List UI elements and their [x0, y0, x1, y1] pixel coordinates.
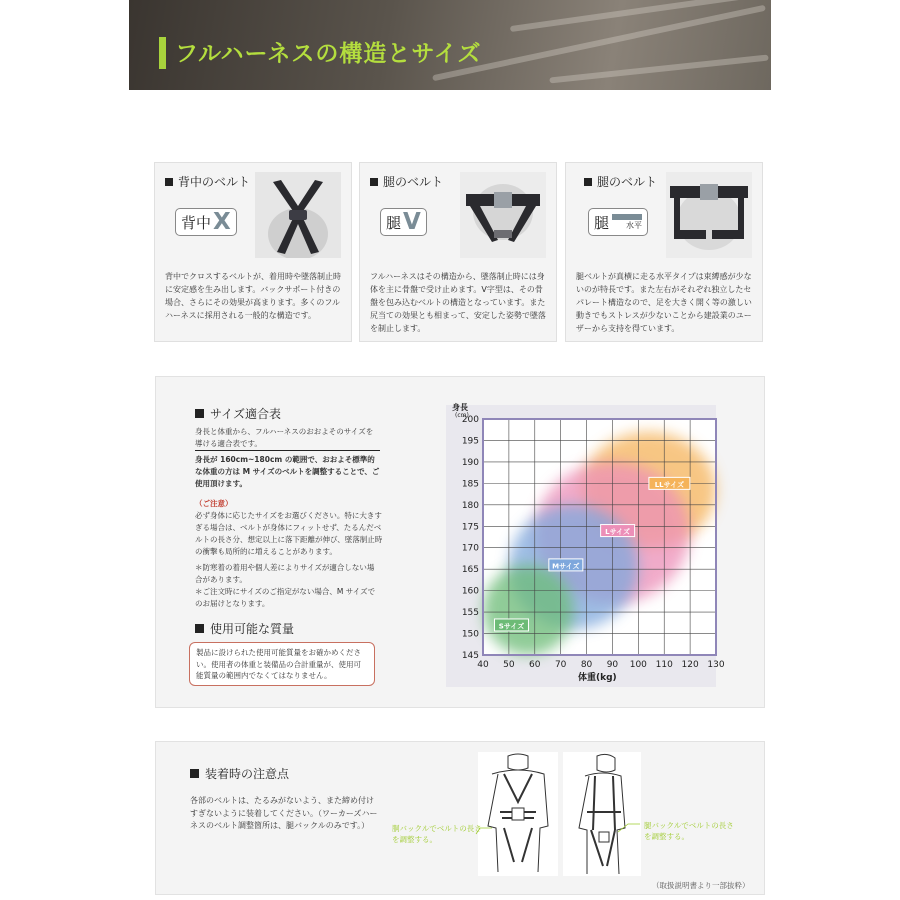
- caution-label: （ご注意）: [195, 499, 233, 508]
- size-section-title: サイズ適合表: [195, 405, 281, 422]
- x-tick-label: 90: [606, 660, 619, 670]
- region-label-text: Lサイズ: [605, 528, 631, 537]
- size-intro: 身長と体重から、フルハーネスのおおよそのサイズを導ける適合表です。: [195, 427, 374, 448]
- x-tick-label: 130: [707, 660, 725, 670]
- bullet-square-icon: [195, 624, 204, 633]
- y-tick-label: 145: [461, 651, 479, 661]
- v-type-badge: 腿 V: [380, 208, 427, 236]
- y-tick-label: 180: [461, 500, 479, 511]
- card-title: 背中のベルト: [165, 173, 250, 190]
- wear-text: 各部のベルトは、たるみがないよう、また締め付けすぎないように装着してください。（ワーカーズハーネスのベルト調整箇所は、腿バックルのみです。）: [190, 796, 378, 830]
- x-axis-label: 体重(kg): [578, 673, 617, 683]
- page-title: フルハーネスの構造とサイズ: [175, 41, 482, 67]
- y-tick-label: 150: [461, 629, 479, 640]
- x-tick-label: 70: [554, 660, 567, 670]
- region-label: [494, 619, 528, 631]
- horizontal-harness-photo: [666, 172, 752, 258]
- wear-section-title: 装着時の注意点: [190, 765, 289, 782]
- horizontal-type-badge: 腿 水平: [588, 208, 648, 236]
- region-label: [549, 559, 583, 571]
- x-tick-label: 40: [477, 660, 489, 670]
- region-label-text: Mサイズ: [552, 562, 580, 571]
- region-label: [601, 525, 635, 537]
- size-region-Sサイズ: [483, 565, 574, 655]
- weight-section-title: 使用可能な質量: [195, 620, 294, 637]
- size-bullet-2: ＊ご注文時にサイズのご指定がない場合、M サイズでのお届けとなります。: [195, 587, 376, 608]
- x-tick-label: 100: [629, 660, 647, 670]
- size-chart-svg: [446, 405, 736, 695]
- back-belt-card: [154, 162, 352, 342]
- region-label-text: LLサイズ: [654, 480, 685, 489]
- size-bullet-1: ＊防寒着の着用や個人差によりサイズが適合しない場合があります。: [195, 563, 375, 584]
- card-description: フルハーネスはその構造から、墜落制止時には身体を主に骨盤で受け止めます。V字型は、その骨盤を包み込むベルトの構造となっています。また尻当ての効果とも相まって、安定した姿勢で墜落を制止します。: [370, 272, 546, 333]
- size-chart: [446, 405, 736, 695]
- card-title: 腿のベルト: [370, 173, 443, 190]
- size-bold-note: 身長が 160cm~180cm の範囲で、おおよそ標準的な体重の方は M サイズのベルトを調整することで、ご使用頂けます。: [195, 455, 380, 488]
- y-tick-label: 195: [461, 436, 479, 447]
- horizontal-thigh-belt-card: [565, 162, 763, 342]
- y-tick-label: 190: [461, 457, 479, 468]
- bullet-square-icon: [370, 178, 378, 186]
- x-type-badge: 背中 X: [175, 208, 237, 236]
- divider: [195, 450, 380, 451]
- caution-text: 必ず身体に応じたサイズをお選びください。特に大きすぎる場合は、ベルトが身体にフィットせず、たるんだベルトの長さ分、想定以上に落下距離が伸び、墜落制止時の衝撃も局所的に増えることがあります。: [195, 511, 383, 556]
- y-tick-label: 165: [461, 565, 479, 576]
- x-tick-label: 120: [681, 660, 699, 670]
- region-label: [649, 477, 690, 489]
- bullet-square-icon: [584, 178, 592, 186]
- y-tick-label: 175: [461, 522, 479, 533]
- rope-decoration: [549, 55, 768, 84]
- v-thigh-belt-card: [359, 162, 557, 342]
- x-harness-photo: [255, 172, 341, 258]
- region-label-text: Sサイズ: [498, 622, 525, 631]
- x-tick-label: 80: [580, 660, 593, 670]
- x-tick-label: 50: [503, 660, 515, 670]
- y-axis-unit: (cm): [455, 412, 469, 419]
- title-accent-bar: [159, 37, 166, 69]
- header-banner: [129, 0, 771, 90]
- card-title: 腿のベルト: [584, 173, 657, 190]
- callout-thigh-buckle: 腿バックルでベルトの長さを調整する。: [644, 821, 734, 841]
- callout-waist-buckle: 胴バックルでベルトの長さを調整する。: [392, 824, 482, 844]
- x-tick-label: 110: [655, 660, 673, 670]
- bullet-square-icon: [165, 178, 173, 186]
- card-description: 背中でクロスするベルトが、着用時や墜落制止時に安定感を生み出します。バックサポート付きの場合、さらにその効果が高まります。多くのフルハーネスに採用される一般的な構造です。: [165, 272, 341, 320]
- y-tick-label: 200: [461, 415, 479, 425]
- y-tick-label: 170: [461, 543, 479, 554]
- bullet-square-icon: [190, 769, 199, 778]
- y-tick-label: 160: [461, 586, 479, 597]
- y-tick-label: 155: [461, 608, 479, 619]
- bullet-square-icon: [195, 409, 204, 418]
- card-description: 腿ベルトが真横に走る水平タイプは束縛感が少ないのが特長です。また左右がそれぞれ独立したセパレート構造なので、足を大きく開く等の激しい動きでもストレスが少ないことから建設業のユーザーから支持を得ています。: [576, 272, 752, 333]
- x-tick-label: 60: [529, 660, 541, 670]
- y-axis-label: 身長: [452, 403, 468, 412]
- weight-note-box: 製品に設けられた使用可能質量をお確かめください。使用者の体重と装備品の合計重量が、使用可能質量の範囲内でなくてはなりません。: [189, 642, 375, 686]
- y-tick-label: 185: [461, 479, 479, 490]
- source-note: （取扱説明書より一部抜粋）: [652, 881, 750, 890]
- v-harness-photo: [460, 172, 546, 258]
